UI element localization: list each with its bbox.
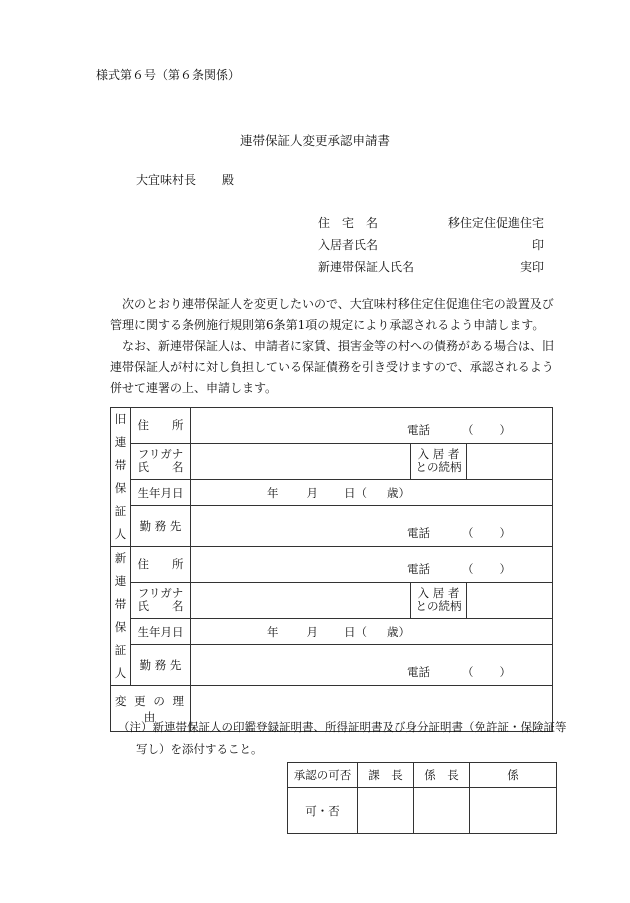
addressee <box>136 171 234 188</box>
new-guarantor-label: 新 連 帯 保 証 人 <box>111 547 131 686</box>
new-dob-label: 生年月日 <box>131 619 191 645</box>
new-phone: 電話 （ ） <box>407 561 511 576</box>
note-line-1: （注）新連帯保証人の印鑑登録証明書、所得証明書及び身分証明書（免許証・保険証等 <box>118 720 567 734</box>
old-dob-field[interactable] <box>191 480 553 506</box>
old-work-field[interactable] <box>191 506 553 547</box>
approval-header-row <box>288 763 557 788</box>
addressee-name: 大宜味村長 <box>136 173 197 187</box>
old-address-field[interactable] <box>191 408 553 444</box>
new-name-label: フリガナ 氏 名 <box>131 582 191 619</box>
approval-header-subsection-chief: 係 長 <box>414 763 470 788</box>
new-name-row <box>111 582 553 619</box>
tenant-name-label: 入居者氏名 <box>318 238 379 252</box>
body-paragraph-1: 次のとおり連帯保証人を変更したいので、大宜味村移住定住促進住宅の設置及び管理に関する条例施行規則第6条第1項の規定により承認されるよう申請します。 <box>110 297 554 332</box>
new-work-field[interactable] <box>191 645 553 686</box>
approval-table <box>287 762 557 834</box>
old-name-row <box>111 443 553 480</box>
new-address-field[interactable] <box>191 547 553 583</box>
new-work-label: 勤 務 先 <box>131 645 191 686</box>
approval-header-section-chief: 課 長 <box>358 763 414 788</box>
new-dob-field[interactable] <box>191 619 553 645</box>
old-relation-label: 入 居 者 との続柄 <box>411 443 467 480</box>
new-address-row <box>111 547 553 583</box>
approval-header-staff: 係 <box>470 763 557 788</box>
approval-choice[interactable]: 可・否 <box>288 788 358 834</box>
old-work-label: 勤 務 先 <box>131 506 191 547</box>
old-dob-label: 生年月日 <box>131 480 191 506</box>
old-name-label: フリガナ 氏 名 <box>131 443 191 480</box>
new-relation-label: 入 居 者 との続柄 <box>411 582 467 619</box>
housing-name-value[interactable]: 移住定住促進住宅 <box>447 216 544 230</box>
subsection-chief-stamp-box[interactable] <box>414 788 470 834</box>
housing-name-label: 住 宅 名 <box>318 216 379 230</box>
addressee-honorific: 殿 <box>222 173 235 187</box>
guarantor-table <box>110 407 553 732</box>
new-dob-row <box>111 619 553 645</box>
old-phone: 電話 （ ） <box>407 422 511 437</box>
old-name-field[interactable] <box>191 443 411 480</box>
new-relation-field[interactable] <box>467 582 553 619</box>
old-work-row <box>111 506 553 547</box>
reason-label: 変 更 の 理 由 <box>111 686 191 732</box>
form-number: 様式第６号（第６条関係） <box>96 68 241 82</box>
new-work-phone: 電話 （ ） <box>407 665 511 679</box>
old-address-label: 住 所 <box>131 408 191 444</box>
body-paragraph-2: なお、新連帯保証人は、申請者に家賃、損害金等の村への債務がある場合は、旧連帯保証人が村に対し負担している保証債務を引き受けますので、承認されるよう併せて連署の上、申請します。 <box>110 339 555 395</box>
old-dob-row <box>111 480 553 506</box>
new-name-field[interactable] <box>191 582 411 619</box>
new-address-label: 住 所 <box>131 547 191 583</box>
section-chief-stamp-box[interactable] <box>358 788 414 834</box>
note-line-2: 写し）を添付すること。 <box>136 742 263 756</box>
new-work-row <box>111 645 553 686</box>
approval-header-decision: 承認の可否 <box>288 763 358 788</box>
old-guarantor-label: 旧 連 帯 保 証 人 <box>111 408 131 547</box>
document-title: 連帯保証人変更承認申請書 <box>239 133 390 148</box>
old-address-row <box>111 408 553 444</box>
new-dob-units: 年 月 日（ 歳） <box>267 624 410 639</box>
old-work-phone: 電話 （ ） <box>407 526 511 540</box>
old-relation-field[interactable] <box>467 443 553 480</box>
staff-stamp-box[interactable] <box>470 788 557 834</box>
new-guarantor-name-label: 新連帯保証人氏名 <box>318 260 415 274</box>
approval-body-row <box>288 788 557 834</box>
registered-seal-mark: 実印 <box>519 260 544 274</box>
old-dob-units: 年 月 日（ 歳） <box>267 485 410 500</box>
seal-mark: 印 <box>531 238 544 252</box>
